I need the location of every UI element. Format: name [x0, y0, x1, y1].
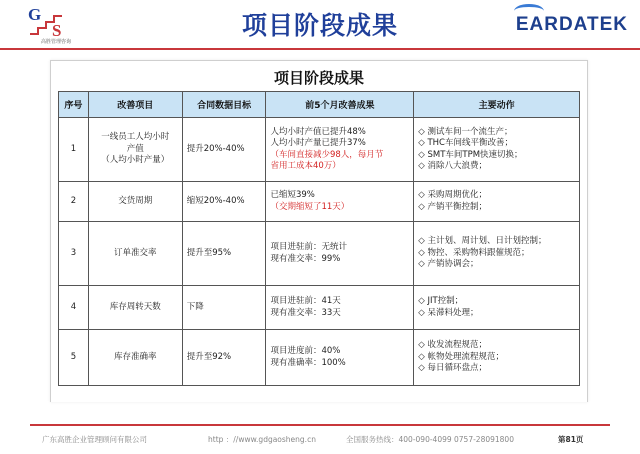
- row-number: 3: [70, 247, 77, 258]
- cell-text: 已缩短39%: [270, 190, 315, 201]
- cell-line: [93, 132, 178, 143]
- target-text: 提升20%-40%: [186, 143, 245, 154]
- cell-actions: [414, 118, 580, 182]
- cell-actions: [414, 182, 580, 222]
- diamond-bullet-icon: ◇: [418, 160, 428, 171]
- cell-item: [88, 118, 182, 182]
- cell-text: 产值: [126, 143, 144, 154]
- row-number: 1: [70, 143, 77, 154]
- diamond-bullet-icon: ◇: [418, 201, 428, 212]
- cell-line: [270, 346, 409, 357]
- svg-text:S: S: [52, 21, 62, 38]
- cell-line: [270, 296, 409, 307]
- cell-line: [418, 161, 575, 172]
- cell-item: [88, 330, 182, 386]
- row-number: 4: [70, 301, 77, 312]
- cell-item: [88, 286, 182, 330]
- cell-line: [93, 248, 178, 259]
- diamond-bullet-icon: ◇: [418, 236, 428, 247]
- cell-text: （人均小时产量）: [101, 155, 170, 166]
- col-header-item: 改善项目: [88, 92, 182, 118]
- cell-text: 现有准交率：33天: [270, 307, 341, 318]
- diamond-bullet-icon: ◇: [418, 296, 428, 307]
- cell-text: 一线员工人均小时: [101, 132, 170, 143]
- col-header-actions: 主要动作: [414, 92, 580, 118]
- cell-text: 省用工成本40万）: [270, 160, 341, 171]
- diamond-bullet-icon: ◇: [418, 149, 428, 160]
- cell-text: （车间直接减少98人，每月节: [270, 149, 384, 160]
- target-text: 下降: [186, 301, 204, 312]
- table-row: [59, 286, 580, 330]
- cell-result: [266, 118, 414, 182]
- cell-line: [93, 352, 178, 363]
- cell-text: （交期缩短了11天）: [270, 201, 350, 212]
- svg-text:G: G: [28, 5, 42, 24]
- cell-line: [270, 242, 409, 253]
- cell-no: [59, 118, 89, 182]
- page-header: [0, 0, 640, 50]
- cell-line: [418, 236, 575, 247]
- cell-line: [418, 259, 575, 270]
- footer-page-number: 第81页: [558, 435, 584, 444]
- diamond-bullet-icon: ◇: [418, 126, 428, 137]
- cell-line: [270, 254, 409, 265]
- cell-line: [93, 196, 178, 207]
- cell-text: SMT车间TPM快速切换；: [427, 149, 523, 160]
- page-title: 项目阶段成果: [241, 11, 398, 40]
- cell-line: [270, 308, 409, 319]
- cell-line: [418, 363, 575, 374]
- results-sheet: [50, 60, 588, 402]
- cell-no: [59, 182, 89, 222]
- cell-target: [182, 222, 266, 286]
- cell-actions: [414, 222, 580, 286]
- cell-target: [182, 182, 266, 222]
- cell-text: 人均小时产量已提升37%: [270, 138, 366, 149]
- results-table: [58, 91, 580, 386]
- cell-text: 每日循环盘点；: [427, 363, 487, 374]
- cell-line: [418, 340, 575, 351]
- cell-result: [266, 286, 414, 330]
- diamond-bullet-icon: ◇: [418, 307, 428, 318]
- footer-company: 广东高胜企业管理顾问有限公司: [42, 435, 147, 444]
- table-row: [59, 222, 580, 286]
- table-header-row: [59, 92, 580, 118]
- cell-text: 订单准交率: [114, 247, 157, 258]
- footer-hotline: 全国服务热线：400-090-4099 0757-28091800: [346, 435, 514, 444]
- cell-text: 物控、采购物料跟催规范；: [427, 247, 530, 258]
- logo-subtitle: 高胜管理咨询: [40, 39, 71, 45]
- cell-line: [270, 190, 409, 201]
- target-text: 缩短20%-40%: [186, 195, 245, 206]
- diamond-bullet-icon: ◇: [418, 351, 428, 362]
- cell-text: 现有准确率：100%: [270, 357, 346, 368]
- cell-line: [418, 138, 575, 149]
- diamond-bullet-icon: ◇: [418, 138, 428, 149]
- cell-line: [93, 155, 178, 166]
- cell-target: [182, 286, 266, 330]
- col-header-target: 合同数据目标: [182, 92, 266, 118]
- cell-item: [88, 222, 182, 286]
- target-text: 提升至92%: [186, 351, 232, 362]
- page-footer: [30, 424, 610, 448]
- cell-line: [418, 190, 575, 201]
- diamond-bullet-icon: ◇: [418, 259, 428, 270]
- cell-no: [59, 286, 89, 330]
- cell-line: [270, 127, 409, 138]
- cell-line: [270, 161, 409, 172]
- cell-line: [418, 150, 575, 161]
- cell-text: 项目进驻前：无统计: [270, 242, 347, 253]
- row-number: 2: [70, 195, 77, 206]
- col-header-no: 序号: [59, 92, 89, 118]
- sheet-title: 项目阶段成果: [273, 69, 364, 87]
- diamond-bullet-icon: ◇: [418, 247, 428, 258]
- cell-line: [418, 127, 575, 138]
- cell-text: THC车间线平衡改善；: [427, 138, 513, 149]
- cell-item: [88, 182, 182, 222]
- cell-result: [266, 222, 414, 286]
- cell-line: [418, 352, 575, 363]
- cell-line: [270, 358, 409, 369]
- cell-text: 现有准交率：99%: [270, 253, 341, 264]
- cell-text: 项目进度前：40%: [270, 346, 341, 357]
- table-row: [59, 182, 580, 222]
- cell-no: [59, 330, 89, 386]
- logo-arc-icon: [514, 4, 544, 18]
- cell-line: [418, 296, 575, 307]
- cell-line: [270, 202, 409, 213]
- cell-line: [93, 144, 178, 155]
- cell-text: JIT控制；: [427, 296, 464, 307]
- cell-result: [266, 182, 414, 222]
- row-number: 5: [70, 351, 77, 362]
- cell-line: [93, 302, 178, 313]
- table-row: [59, 118, 580, 182]
- eardatek-logo: [516, 14, 628, 36]
- target-text: 提升至95%: [186, 247, 232, 258]
- cell-line: [418, 248, 575, 259]
- cell-actions: [414, 330, 580, 386]
- cell-text: 收发流程规范；: [427, 340, 487, 351]
- cell-line: [418, 202, 575, 213]
- cell-text: 帐物处理流程规范；: [427, 351, 504, 362]
- cell-target: [182, 118, 266, 182]
- diamond-bullet-icon: ◇: [418, 363, 428, 374]
- cell-result: [266, 330, 414, 386]
- diamond-bullet-icon: ◇: [418, 190, 428, 201]
- cell-text: 主计划、周计划、日计划控制；: [427, 236, 547, 247]
- brand-name: EARDATEK: [515, 14, 628, 35]
- cell-no: [59, 222, 89, 286]
- cell-actions: [414, 286, 580, 330]
- cell-text: 采购周期优化；: [427, 190, 487, 201]
- cell-line: [270, 138, 409, 149]
- cell-line: [270, 150, 409, 161]
- cell-text: 产销平衡控制；: [427, 201, 487, 212]
- footer-url: http ：//www.gdgaosheng.cn: [208, 435, 316, 444]
- cell-text: 项目进驻前：41天: [270, 296, 341, 307]
- table-row: [59, 330, 580, 386]
- cell-text: 消除八大浪费；: [427, 160, 487, 171]
- cell-target: [182, 330, 266, 386]
- cell-text: 呆滞料处理；: [427, 307, 479, 318]
- col-header-result: 前5个月改善成果: [266, 92, 414, 118]
- cell-text: 库存周转天数: [109, 301, 161, 312]
- cell-text: 产销协调会；: [427, 259, 479, 270]
- cell-text: 库存准确率: [114, 351, 157, 362]
- cell-text: 交货周期: [118, 195, 153, 206]
- diamond-bullet-icon: ◇: [418, 340, 428, 351]
- cell-text: 测试车间一个流生产；: [427, 126, 513, 137]
- cell-line: [418, 308, 575, 319]
- cell-text: 人均小时产值已提升48%: [270, 126, 366, 137]
